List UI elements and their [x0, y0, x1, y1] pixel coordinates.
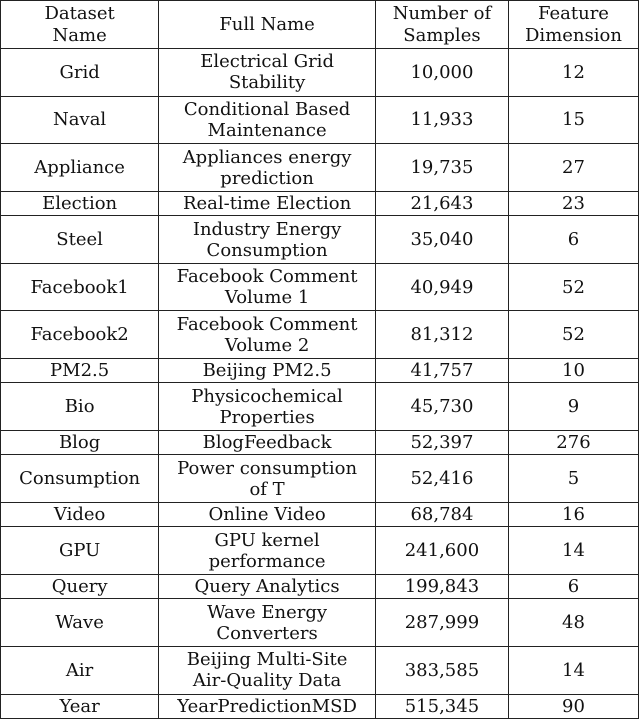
full-name-line: Appliances energy	[182, 146, 352, 168]
samples-cell: 19,735	[375, 144, 508, 192]
table-row	[1, 191, 639, 215]
samples-cell: 81,312	[375, 311, 508, 359]
table-row	[1, 383, 639, 431]
dataset-name-cell: Blog	[1, 431, 159, 455]
full-name-line: Power consumption	[177, 457, 358, 479]
dataset-name-cell: Query	[1, 575, 159, 599]
samples-cell: 11,933	[375, 96, 508, 144]
table-row	[1, 527, 639, 575]
full-name-line: Stability	[228, 72, 306, 94]
full-name-cell	[159, 646, 376, 694]
full-name-line: Beijing Multi-Site	[186, 649, 348, 671]
samples-cell: 40,949	[375, 263, 508, 311]
samples-cell: 45,730	[375, 383, 508, 431]
header-feature-dimension	[508, 1, 638, 49]
dataset-name-cell: Grid	[1, 49, 159, 97]
samples-cell: 52,416	[375, 455, 508, 503]
header-line: Full Name	[219, 13, 315, 35]
dataset-name-cell: Facebook1	[1, 263, 159, 311]
header-line: Feature	[537, 2, 609, 24]
header-line: Number of	[392, 2, 492, 24]
header-row	[1, 1, 639, 49]
samples-cell: 515,345	[375, 694, 508, 718]
full-name-line: Converters	[216, 622, 318, 644]
feature-dimension-cell: 23	[508, 191, 638, 215]
full-name-line: Volume 2	[224, 334, 310, 356]
full-name-line: Properties	[219, 406, 315, 428]
full-name-line: Electrical Grid	[200, 51, 334, 73]
samples-cell: 199,843	[375, 575, 508, 599]
header-line: Dimension	[525, 24, 622, 46]
table-row	[1, 455, 639, 503]
dataset-name-cell: Year	[1, 694, 159, 718]
dataset-name-cell: Steel	[1, 216, 159, 264]
feature-dimension-cell: 6	[508, 575, 638, 599]
header-full-name	[159, 1, 376, 49]
dataset-name-cell: GPU	[1, 527, 159, 575]
samples-cell: 10,000	[375, 49, 508, 97]
feature-dimension-cell: 14	[508, 646, 638, 694]
feature-dimension-cell: 48	[508, 599, 638, 647]
table-body	[1, 49, 639, 719]
feature-dimension-cell: 27	[508, 144, 638, 192]
feature-dimension-cell: 14	[508, 527, 638, 575]
feature-dimension-cell: 10	[508, 359, 638, 383]
table-row	[1, 96, 639, 144]
full-name-line: Consumption	[206, 239, 328, 261]
feature-dimension-cell: 5	[508, 455, 638, 503]
table-row	[1, 311, 639, 359]
feature-dimension-cell: 276	[508, 431, 638, 455]
header-line: Samples	[403, 24, 481, 46]
dataset-name-cell: Air	[1, 646, 159, 694]
full-name-line: Physicochemical	[191, 385, 343, 407]
full-name-line: Facebook Comment	[176, 313, 358, 335]
full-name-line: Beijing PM2.5	[202, 360, 332, 382]
samples-cell: 287,999	[375, 599, 508, 647]
table-row	[1, 359, 639, 383]
dataset-name-cell: Bio	[1, 383, 159, 431]
header-number-of-samples	[375, 1, 508, 49]
header-line: Dataset	[44, 2, 115, 24]
table-row	[1, 599, 639, 647]
samples-cell: 21,643	[375, 191, 508, 215]
full-name-line: Maintenance	[207, 119, 327, 141]
full-name-line: Conditional Based	[183, 98, 351, 120]
full-name-cell	[159, 311, 376, 359]
full-name-line: Air-Quality Data	[192, 670, 342, 692]
full-name-cell	[159, 216, 376, 264]
full-name-cell	[159, 49, 376, 97]
samples-cell: 52,397	[375, 431, 508, 455]
samples-cell: 41,757	[375, 359, 508, 383]
full-name-line: Industry Energy	[192, 218, 342, 240]
dataset-name-cell: Consumption	[1, 455, 159, 503]
feature-dimension-cell: 16	[508, 503, 638, 527]
full-name-line: Wave Energy	[207, 601, 328, 623]
samples-cell: 241,600	[375, 527, 508, 575]
full-name-cell	[159, 694, 376, 718]
feature-dimension-cell: 6	[508, 216, 638, 264]
table-row	[1, 49, 639, 97]
samples-cell: 383,585	[375, 646, 508, 694]
full-name-cell	[159, 144, 376, 192]
full-name-line: of T	[249, 478, 285, 500]
full-name-line: Real-time Election	[182, 193, 352, 215]
header-line: Name	[52, 24, 107, 46]
full-name-line: GPU kernel	[214, 529, 320, 551]
dataset-name-cell: Video	[1, 503, 159, 527]
samples-cell: 68,784	[375, 503, 508, 527]
full-name-cell	[159, 359, 376, 383]
feature-dimension-cell: 52	[508, 263, 638, 311]
table-row	[1, 575, 639, 599]
dataset-name-cell: PM2.5	[1, 359, 159, 383]
full-name-cell	[159, 191, 376, 215]
full-name-cell	[159, 263, 376, 311]
dataset-name-cell: Facebook2	[1, 311, 159, 359]
header-dataset-name	[1, 1, 159, 49]
feature-dimension-cell: 15	[508, 96, 638, 144]
dataset-name-cell: Appliance	[1, 144, 159, 192]
full-name-line: Volume 1	[224, 287, 310, 309]
feature-dimension-cell: 9	[508, 383, 638, 431]
feature-dimension-cell: 52	[508, 311, 638, 359]
feature-dimension-cell: 90	[508, 694, 638, 718]
table-row	[1, 216, 639, 264]
table-row	[1, 144, 639, 192]
full-name-line: BlogFeedback	[202, 432, 332, 454]
full-name-cell	[159, 383, 376, 431]
full-name-line: YearPredictionMSD	[177, 695, 357, 717]
table-row	[1, 503, 639, 527]
full-name-line: Query Analytics	[194, 576, 340, 598]
full-name-cell	[159, 96, 376, 144]
full-name-cell	[159, 575, 376, 599]
feature-dimension-cell: 12	[508, 49, 638, 97]
dataset-name-cell: Naval	[1, 96, 159, 144]
full-name-line: prediction	[220, 167, 314, 189]
samples-cell: 35,040	[375, 216, 508, 264]
dataset-name-cell: Election	[1, 191, 159, 215]
table-row	[1, 431, 639, 455]
full-name-cell	[159, 431, 376, 455]
table-row	[1, 646, 639, 694]
full-name-line: Online Video	[208, 504, 326, 526]
full-name-line: Facebook Comment	[176, 266, 358, 288]
table-row	[1, 694, 639, 718]
table-row	[1, 263, 639, 311]
full-name-cell	[159, 527, 376, 575]
full-name-cell	[159, 455, 376, 503]
full-name-line: performance	[208, 550, 326, 572]
dataset-name-cell: Wave	[1, 599, 159, 647]
full-name-cell	[159, 599, 376, 647]
full-name-cell	[159, 503, 376, 527]
